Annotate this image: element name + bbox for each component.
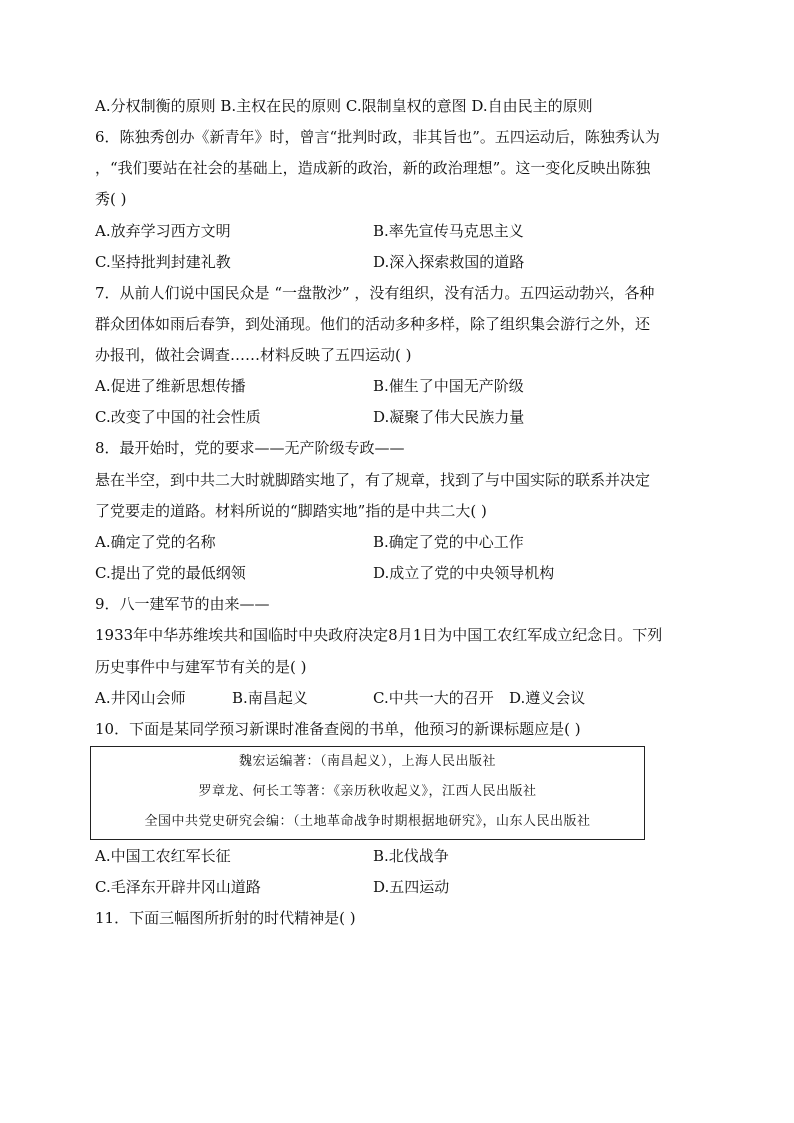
- q8-stem-line1: 8．最开始时，党的要求——无产阶级专政——: [95, 439, 405, 457]
- q8-option-a: A.确定了党的名称: [95, 533, 216, 551]
- q9-option-d: D.遵义会议: [509, 689, 586, 707]
- book-list-item: 魏宏运编著：（南昌起义），上海人民出版社: [238, 754, 496, 769]
- q10-option-d: D.五四运动: [373, 878, 450, 896]
- q8-option-b: B.确定了党的中心工作: [373, 533, 524, 551]
- q9-option-c: C.中共一大的召开: [373, 689, 494, 707]
- book-list-item: 全国中共党史研究会编：（土地革命战争时期根据地研究》，山东人民出版社: [144, 814, 591, 829]
- q7-option-a: A.促进了维新思想传播: [95, 377, 246, 395]
- q6-option-a: A.放弃学习西方文明: [95, 222, 231, 240]
- q9-stem-line3: 历史事件中与建军节有关的是( ): [95, 658, 307, 676]
- book-list-box: [90, 746, 645, 840]
- q6-option-d: D.深入探索救国的道路: [373, 253, 525, 271]
- q9-option-b: B.南昌起义: [232, 689, 308, 707]
- q9-stem-line1: 9．八一建军节的由来——: [95, 595, 270, 613]
- q7-stem-line2: 群众团体如雨后春笋，到处涌现。他们的活动多种多样，除了组织集会游行之外，还: [95, 315, 651, 333]
- q6-option-b: B.率先宣传马克思主义: [373, 222, 524, 240]
- q7-stem-line1: 7．从前人们说中国民众是 “一盘散沙” ，没有组织，没有活力。五四运动勃兴，各种: [95, 284, 655, 302]
- q6-stem-line2: ，“我们要站在社会的基础上，造成新的政治，新的政治理想”。这一变化反映出陈独: [95, 159, 651, 177]
- q7-option-d: D.凝聚了伟大民族力量: [373, 408, 525, 426]
- q8-option-d: D.成立了党的中央领导机构: [373, 564, 555, 582]
- q6-option-c: C.坚持批判封建礼教: [95, 253, 231, 271]
- q10-option-c: C.毛泽东开辟井冈山道路: [95, 878, 261, 896]
- q11-stem-line1: 11．下面三幅图所折射的时代精神是( ): [95, 909, 356, 927]
- q9-stem-line2: 1933年中华苏维埃共和国临时中央政府决定8月1日为中国工农红军成立纪念日。下列: [95, 626, 663, 644]
- q7-option-b: B.催生了中国无产阶级: [373, 377, 524, 395]
- q7-option-c: C.改变了中国的社会性质: [95, 408, 261, 426]
- q8-stem-line2: 悬在半空，到中共二大时就脚踏实地了，有了规章，找到了与中国实际的联系并决定: [95, 471, 651, 489]
- q10-stem-line1: 10．下面是某同学预习新课时准备查阅的书单，他预习的新课标题应是( ): [95, 720, 581, 738]
- q10-option-a: A.中国工农红军长征: [95, 847, 231, 865]
- q7-stem-line3: 办报刊，做社会调查……材料反映了五四运动( ): [95, 346, 412, 364]
- book-list-item: 罗章龙、何长工等著：《亲历秋收起义》，江西人民出版社: [198, 784, 537, 799]
- q9-option-a: A.井冈山会师: [95, 689, 186, 707]
- q10-option-b: B.北伐战争: [373, 847, 449, 865]
- q8-option-c: C.提出了党的最低纲领: [95, 564, 246, 582]
- q6-stem-line1: 6．陈独秀创办《新青年》时，曾言“批判时政，非其旨也”。五四运动后，陈独秀认为: [95, 128, 660, 146]
- q5-options: A.分权制衡的原则 B.主权在民的原则 C.限制皇权的意图 D.自由民主的原则: [95, 97, 593, 115]
- q8-stem-line3: 了党要走的道路。材料所说的“脚踏实地”指的是中共二大( ): [95, 502, 487, 520]
- q6-stem-line3: 秀( ): [95, 190, 127, 208]
